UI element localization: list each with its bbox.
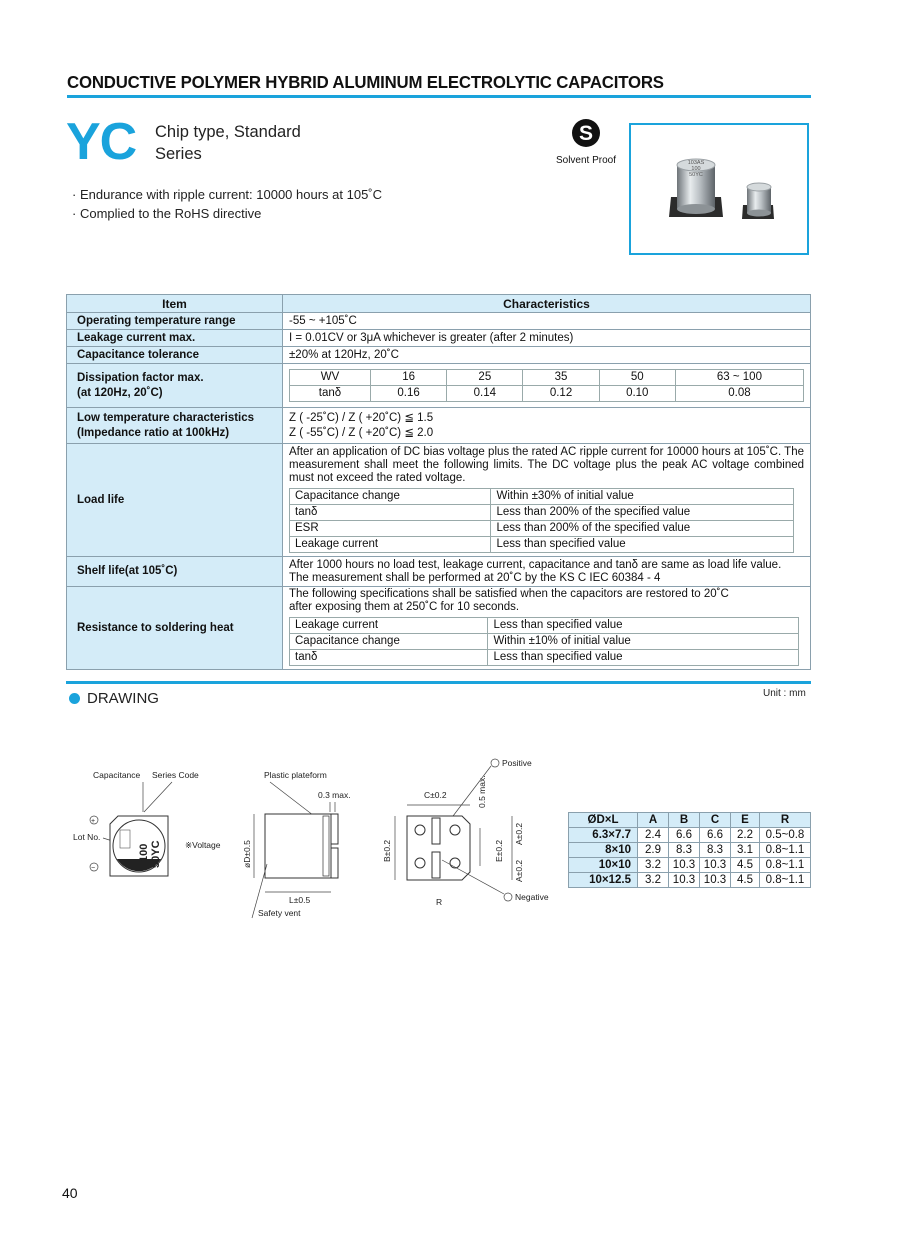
dissipation-tan-cell: 0.10 [599, 386, 675, 402]
dissipation-tan-label: tanδ [290, 386, 371, 402]
soldering-line1: The following specifications shall be satisfied when the capacitors are restored to 20˚C [289, 587, 729, 600]
spec-item-soldering: Resistance to soldering heat [67, 587, 283, 670]
page-title: CONDUCTIVE POLYMER HYBRID ALUMINUM ELECTROLYTIC CAPACITORS [67, 72, 664, 92]
dim-cell: 10.3 [700, 873, 731, 888]
solvent-proof-symbol: S [578, 122, 594, 145]
soldering-limit: Within ±10% of initial value [488, 633, 798, 649]
dissipation-tan-cell: 0.14 [447, 386, 523, 402]
load-life-limit: Less than specified value [491, 537, 793, 553]
low-temp-line2: Z ( -55˚C) / Z ( +20˚C) ≦ 2.0 [289, 426, 434, 439]
spec-item-cap-tol: Capacitance tolerance [67, 347, 283, 364]
drawing-section-rule [66, 681, 811, 684]
dim-cell: 3.2 [638, 873, 669, 888]
label-series-code: Series Code [152, 770, 199, 780]
dissipation-wv-cell: 63 ~ 100 [675, 370, 803, 386]
label-phi-d: øD±0.5 [242, 840, 252, 868]
dissipation-tan-cell: 0.08 [675, 386, 803, 402]
dim-cell: 6.6 [700, 828, 731, 843]
dim-cell: 3.1 [731, 843, 760, 858]
load-life-limit: Less than 200% of the specified value [491, 521, 793, 537]
spec-value-op-temp: -55 ~ +105˚C [283, 313, 811, 330]
soldering-subtable [289, 617, 799, 666]
dim-cell: 4.5 [731, 858, 760, 873]
spec-item-op-temp: Operating temperature range [67, 313, 283, 330]
solvent-proof-icon [571, 118, 601, 148]
label-max-0-5: 0.5 max. [477, 775, 487, 808]
drawing-section-title: DRAWING [87, 690, 159, 707]
load-life-limit: Within ±30% of initial value [491, 489, 793, 505]
dim-size-cell: 10×10 [569, 858, 638, 873]
soldering-param: Leakage current [290, 617, 488, 633]
plus-label: + [91, 818, 96, 825]
dissipation-wv-cell: 35 [523, 370, 599, 386]
dim-size-cell: 8×10 [569, 843, 638, 858]
load-life-subtable [289, 488, 794, 553]
spec-header-item: Item [67, 295, 283, 313]
label-a-bottom: A±0.2 [514, 859, 524, 882]
dissipation-tan-cell: 0.16 [371, 386, 447, 402]
dim-cell: 8.3 [669, 843, 700, 858]
label-max-0-3: 0.3 max. [318, 790, 351, 800]
dissipation-tan-cell: 0.12 [523, 386, 599, 402]
solvent-proof-label: Solvent Proof [555, 155, 617, 166]
cap-value-mark: 100 [138, 843, 150, 862]
load-life-text: After an application of DC bias voltage plus the rated AC ripple current for 10000 hours at 105˚C. The measurement shall meet the following limits. The DC voltage plus the peak AC voltage combined must not exceed the rated voltage. [289, 446, 804, 484]
soldering-limit: Less than specified value [488, 617, 798, 633]
solvent-proof-badge [553, 118, 619, 166]
dissipation-subtable [289, 369, 804, 402]
label-a-top: A±0.2 [514, 822, 524, 845]
capacitor-photo-image [631, 125, 807, 253]
label-capacitance: Capacitance [93, 770, 141, 780]
page-number: 40 [62, 1185, 78, 1201]
dim-cell: 2.9 [638, 843, 669, 858]
positive-mark-icon [491, 759, 499, 767]
label-safety-vent: Safety vent [258, 908, 301, 918]
minus-label: − [91, 865, 96, 872]
dim-header: C [700, 813, 731, 828]
dim-header: E [731, 813, 760, 828]
spec-item-low-temp [67, 408, 283, 444]
series-desc-line1: Chip type, Standard [155, 123, 301, 141]
feature-list [72, 185, 382, 223]
load-life-param: tanδ [290, 505, 491, 521]
cap-series-mark: 50YC [150, 840, 162, 868]
label-positive: Positive [502, 758, 532, 768]
photo-cap-line2: 100 [691, 166, 701, 172]
load-life-param: ESR [290, 521, 491, 537]
soldering-line2: after exposing them at 250˚C for 10 seconds. [289, 600, 520, 613]
spec-item-dissipation-line1: Dissipation factor max. [77, 371, 204, 384]
series-description [155, 121, 301, 165]
photo-cap-line3: 50YC [689, 172, 703, 178]
title-rule [67, 95, 811, 98]
spec-value-dissipation [283, 364, 811, 408]
label-lot-no: Lot No. [73, 832, 101, 842]
product-photo [629, 123, 809, 255]
dimension-table [568, 812, 811, 888]
label-voltage: ※Voltage [185, 840, 221, 850]
dim-cell: 8.3 [700, 843, 731, 858]
dim-cell: 0.8~1.1 [760, 858, 811, 873]
dim-header: ØD×L [569, 813, 638, 828]
series-code: YC [66, 113, 137, 171]
negative-mark-icon [504, 893, 512, 901]
dimension-drawing [60, 750, 565, 930]
feature-item: · Complied to the RoHS directive [72, 204, 382, 223]
spec-item-leakage: Leakage current max. [67, 330, 283, 347]
load-life-param: Capacitance change [290, 489, 491, 505]
spec-item-shelf-life: Shelf life(at 105˚C) [67, 557, 283, 587]
spec-table [66, 294, 811, 670]
low-temp-line1: Z ( -25˚C) / Z ( +20˚C) ≦ 1.5 [289, 411, 434, 424]
spec-item-low-temp-line1: Low temperature characteristics [77, 411, 255, 424]
load-life-limit: Less than 200% of the specified value [491, 505, 793, 521]
spec-header-characteristics: Characteristics [283, 295, 811, 313]
bullet-dot-icon [69, 693, 80, 704]
dim-header: A [638, 813, 669, 828]
dim-cell: 3.2 [638, 858, 669, 873]
feature-item: · Endurance with ripple current: 10000 hours at 105˚C [72, 185, 382, 204]
shelf-life-line1: After 1000 hours no load test, leakage current, capacitance and tanδ are same as load life value. [289, 558, 782, 571]
soldering-param: Capacitance change [290, 633, 488, 649]
dissipation-wv-cell: 25 [447, 370, 523, 386]
dim-size-cell: 10×12.5 [569, 873, 638, 888]
dim-cell: 6.6 [669, 828, 700, 843]
dim-cell: 0.8~1.1 [760, 843, 811, 858]
dim-cell: 10.3 [700, 858, 731, 873]
dissipation-wv-cell: 50 [599, 370, 675, 386]
dim-cell: 2.4 [638, 828, 669, 843]
label-r: R [436, 897, 443, 907]
load-life-param: Leakage current [290, 537, 491, 553]
spec-value-shelf-life [283, 557, 811, 587]
label-c: C±0.2 [424, 790, 447, 800]
label-negative: Negative [515, 892, 549, 902]
photo-cap-line1: 103AS [687, 160, 705, 166]
spec-item-low-temp-line2: (Impedance ratio at 100kHz) [77, 426, 230, 439]
dim-size-cell: 6.3×7.7 [569, 828, 638, 843]
spec-value-low-temp [283, 408, 811, 444]
label-b: B±0.2 [382, 839, 392, 862]
dim-cell: 10.3 [669, 858, 700, 873]
dissipation-wv-label: WV [290, 370, 371, 386]
dissipation-wv-cell: 16 [371, 370, 447, 386]
soldering-param: tanδ [290, 649, 488, 665]
spec-item-load-life: Load life [67, 444, 283, 557]
spec-value-soldering [283, 587, 811, 670]
dim-cell: 10.3 [669, 873, 700, 888]
dim-header: B [669, 813, 700, 828]
spec-item-dissipation [67, 364, 283, 408]
dim-header: R [760, 813, 811, 828]
shelf-life-line2: The measurement shall be performed at 20˚C by the KS C IEC 60384 - 4 [289, 571, 661, 584]
spec-value-load-life [283, 444, 811, 557]
spec-value-cap-tol: ±20% at 120Hz, 20˚C [283, 347, 811, 364]
label-l: L±0.5 [289, 895, 311, 905]
series-desc-line2: Series [155, 145, 202, 163]
soldering-limit: Less than specified value [488, 649, 798, 665]
dim-cell: 2.2 [731, 828, 760, 843]
dim-cell: 0.5~0.8 [760, 828, 811, 843]
dim-cell: 4.5 [731, 873, 760, 888]
label-plastic-plateform: Plastic plateform [264, 770, 327, 780]
unit-label: Unit : mm [763, 688, 806, 699]
dim-cell: 0.8~1.1 [760, 873, 811, 888]
spec-item-dissipation-line2: (at 120Hz, 20˚C) [77, 386, 163, 399]
spec-value-leakage: I = 0.01CV or 3μA whichever is greater (after 2 minutes) [283, 330, 811, 347]
label-e: E±0.2 [494, 839, 504, 862]
